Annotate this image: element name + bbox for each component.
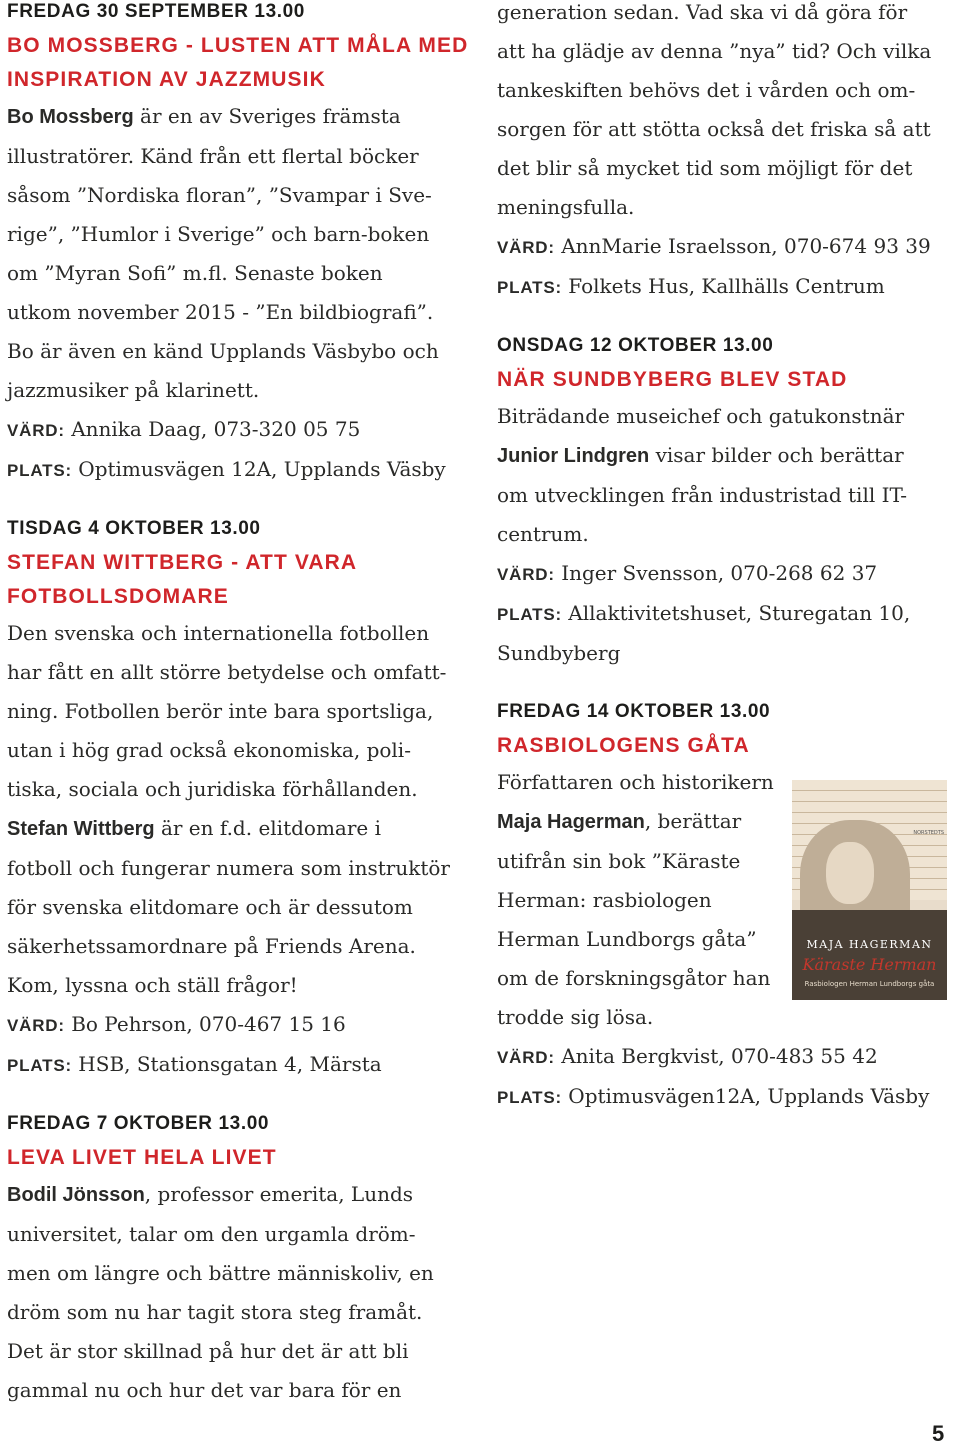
event-title: INSPIRATION AV JAZZMUSIK [7,68,326,91]
event-text: Det är stor skillnad på hur det är att bli [7,1339,409,1363]
event-title: BO MOSSBERG - LUSTEN ATT MÅLA MED [7,34,469,57]
event-bodil-jonsson-continued [497,0,952,307]
event-title: RASBIOLOGENS GÅTA [497,734,750,757]
event-host: VÄRD: Bo Pehrson, 070-467 15 16 [7,1012,346,1036]
event-text: utkom november 2015 - ”En bildbiografi”. [7,300,434,324]
host-label: VÄRD: [497,238,555,257]
event-text: fotboll och fungerar numera som instruktör [7,856,450,880]
book-cover-publisher: NORSTEDTS [913,830,944,836]
event-text: generation sedan. Vad ska vi då göra för [497,0,908,24]
event-date: FREDAG 14 OKTOBER 13.00 [497,701,771,722]
event-place: PLATS: Allaktivitetshuset, Sturegatan 10, [497,601,911,625]
book-cover-author: MAJA HAGERMAN [806,938,933,951]
event-text: Stefan Wittberg är en f.d. elitdomare i [7,816,381,840]
event-host: VÄRD: Anita Bergkvist, 070-483 55 42 [497,1044,878,1068]
event-text: säkerhetssamordnare på Friends Arena. [7,934,416,958]
place-label: PLATS: [497,1088,562,1107]
event-bodil-jonsson [7,1111,475,1410]
host-label: VÄRD: [497,565,555,584]
event-title: STEFAN WITTBERG - ATT VARA [7,551,358,574]
event-text: dröm som nu har tagit stora steg framåt. [7,1300,423,1324]
person-name: Junior Lindgren [497,445,650,467]
event-place: PLATS: Optimusvägen12A, Upplands Väsby [497,1084,930,1108]
person-name: Maja Hagerman [497,811,645,833]
event-text: Bodil Jönsson, professor emerita, Lunds [7,1182,414,1206]
event-text: Bo Mossberg är en av Sveriges främsta [7,104,401,128]
place-label: PLATS: [497,605,562,624]
event-text: Biträdande museichef och gatukonstnär [497,404,905,428]
host-label: VÄRD: [7,421,65,440]
event-text: trodde sig lösa. [497,1005,654,1029]
event-text: Herman Lundborgs gåta” [497,927,757,951]
event-text: universitet, talar om den urgamla dröm- [7,1222,416,1246]
event-text: utan i hög grad också ekonomiska, poli- [7,738,411,762]
host-label: VÄRD: [7,1016,65,1035]
event-junior-lindgren [497,333,952,673]
event-place: PLATS: HSB, Stationsgatan 4, Märsta [7,1052,382,1076]
event-text: för svenska elitdomare och är dessutom [7,895,413,919]
event-text: såsom ”Nordiska floran”, ”Svampar i Sve- [7,183,432,207]
person-name: Stefan Wittberg [7,818,155,840]
event-text: om utvecklingen från industristad till IT- [497,483,908,507]
event-text: om de forskningsgåtor han [497,966,771,990]
left-column [7,0,475,1410]
event-text: jazzmusiker på klarinett. [7,378,260,402]
event-text: meningsfulla. [497,195,635,219]
event-host: VÄRD: Inger Svensson, 070-268 62 37 [497,561,878,585]
event-text: centrum. [497,522,589,546]
event-text: tankeskiften behövs det i vården och om- [497,78,916,102]
event-title: NÄR SUNDBYBERG BLEV STAD [497,368,848,391]
event-text: gammal nu och hur det var bara för en [7,1378,402,1402]
event-text: Den svenska och internationella fotbollen [7,621,430,645]
book-cover-image [792,780,947,1000]
event-text: Bo är även en känd Upplands Väsbybo och [7,339,439,363]
book-cover-face [826,842,874,904]
event-date: TISDAG 4 OKTOBER 13.00 [7,518,261,539]
event-text: att ha glädje av denna ”nya” tid? Och vilka [497,39,932,63]
event-place: Sundbyberg [497,641,621,665]
event-text: om ”Myran Sofi” m.fl. Senaste boken [7,261,383,285]
place-label: PLATS: [7,461,72,480]
place-label: PLATS: [497,278,562,297]
event-text: tiska, sociala och juridiska förhållanden. [7,777,418,801]
event-text: Herman: rasbiologen [497,888,712,912]
event-text: Junior Lindgren visar bilder och berättar [497,443,904,467]
event-date: FREDAG 7 OKTOBER 13.00 [7,1113,270,1134]
person-name: Bodil Jönsson [7,1184,145,1206]
page-number: 5 [932,1421,945,1446]
event-date: ONSDAG 12 OKTOBER 13.00 [497,335,774,356]
book-cover-subtitle: Rasbiologen Herman Lundborgs gåta [804,980,935,988]
event-text: rige”, ”Humlor i Sverige” och barn-boken [7,222,430,246]
event-bo-mossberg [7,0,475,490]
event-text: sorgen för att stötta också det friska så att [497,117,931,141]
person-name: Bo Mossberg [7,106,134,128]
host-label: VÄRD: [497,1048,555,1067]
event-text: utifrån sin bok ”Käraste [497,849,741,873]
place-label: PLATS: [7,1056,72,1075]
event-text: Kom, lyssna och ställ frågor! [7,973,298,997]
event-place: PLATS: Optimusvägen 12A, Upplands Väsby [7,457,446,481]
book-cover-title: Käraste Herman [802,955,937,974]
event-text: Maja Hagerman, berättar [497,809,742,833]
event-text: det blir så mycket tid som möjligt för det [497,156,913,180]
event-text: har fått en allt större betydelse och omfatt- [7,660,447,684]
event-place: PLATS: Folkets Hus, Kallhälls Centrum [497,274,885,298]
event-date: FREDAG 30 SEPTEMBER 13.00 [7,1,305,22]
event-host: VÄRD: AnnMarie Israelsson, 070-674 93 39 [497,234,931,258]
event-title: LEVA LIVET HELA LIVET [7,1146,277,1169]
event-text: illustratörer. Känd från ett flertal böcker [7,144,419,168]
event-host: VÄRD: Annika Daag, 073-320 05 75 [7,417,361,441]
event-title: FOTBOLLSDOMARE [7,585,229,608]
event-text: men om längre och bättre människoliv, en [7,1261,434,1285]
event-stefan-wittberg [7,516,475,1085]
event-text: Författaren och historikern [497,770,774,794]
event-text: ning. Fotbollen berör inte bara sportsliga, [7,699,434,723]
